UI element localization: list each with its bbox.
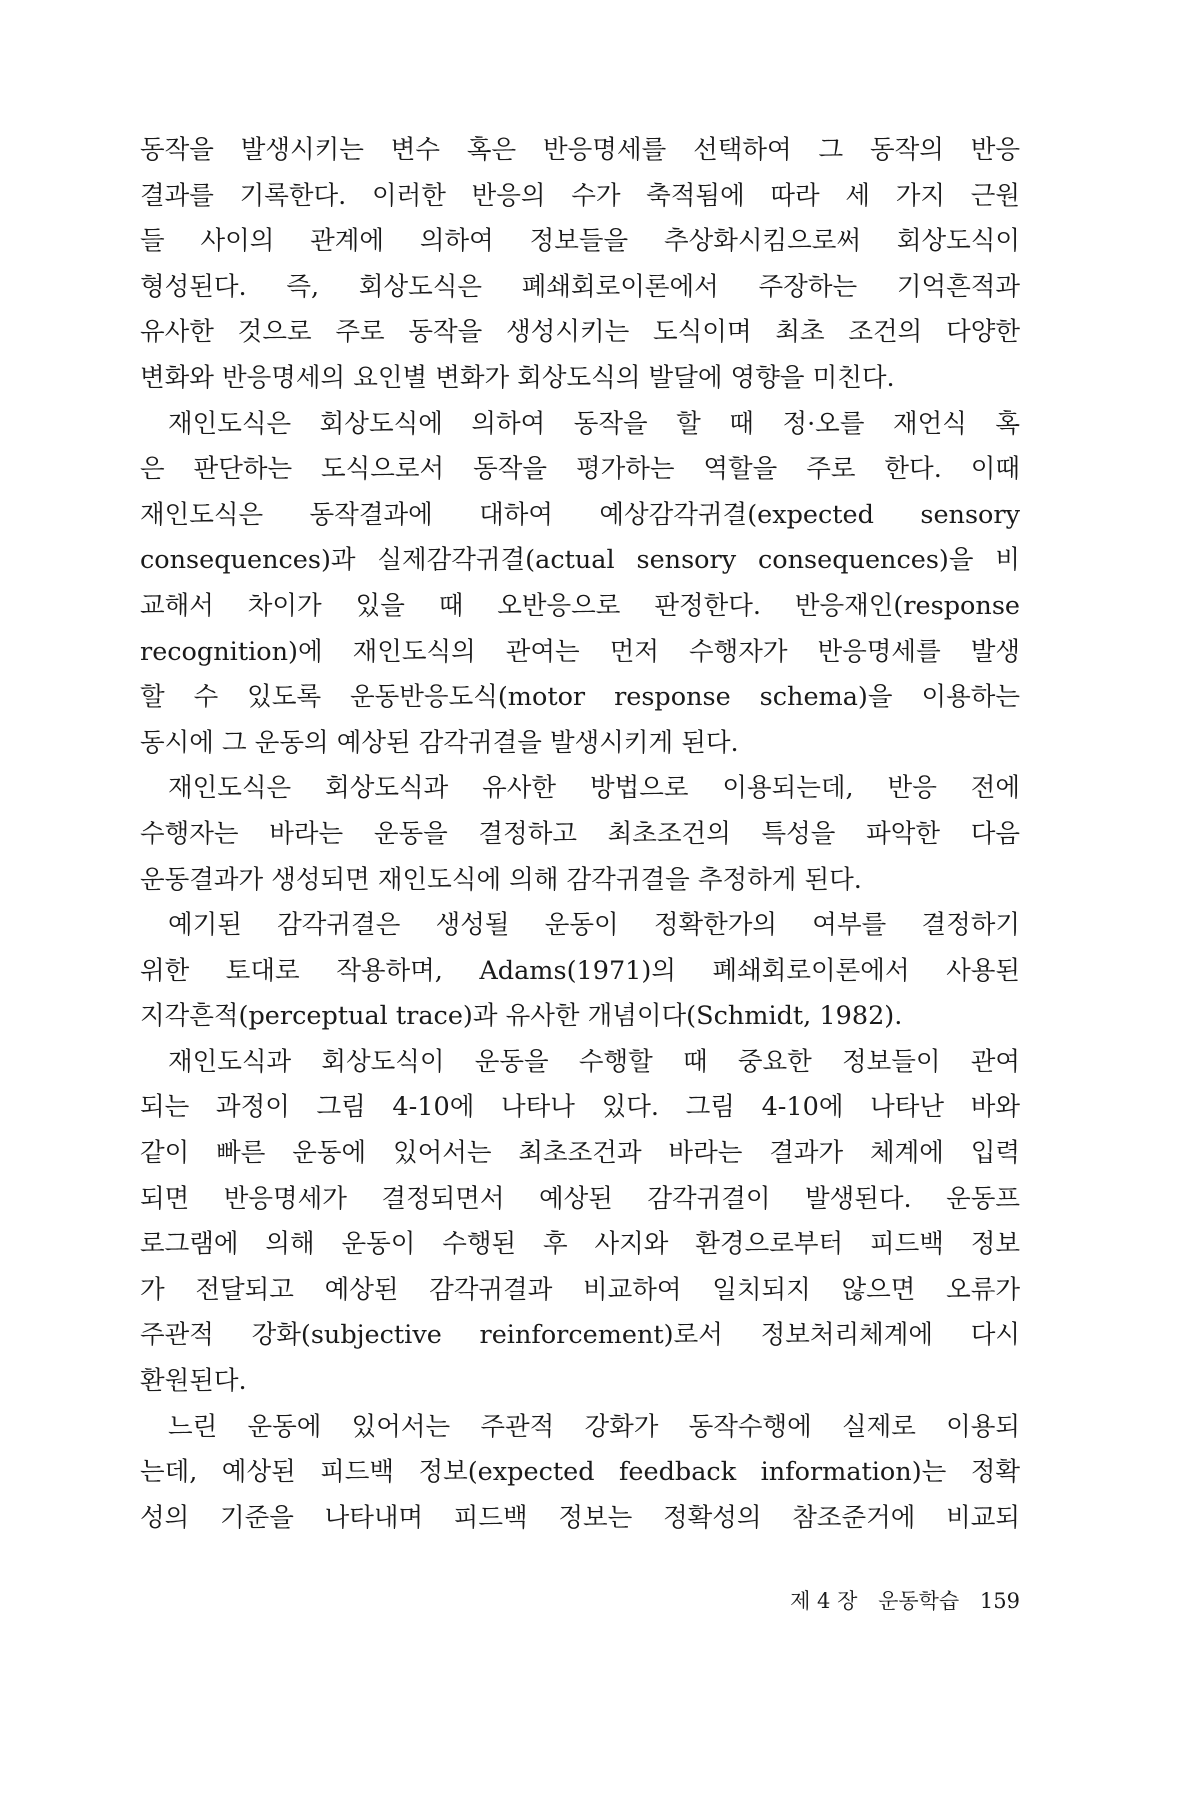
text-line: 재인도식과 회상도식이 운동을 수행할 때 중요한 정보들이 관여 bbox=[168, 1046, 1020, 1077]
text-line: recognition)에 재인도식의 관여는 먼저 수행자가 반응명세를 발생 bbox=[140, 636, 1020, 667]
text-line: 예기된 감각귀결은 생성될 운동이 정확한가의 여부를 결정하기 bbox=[168, 910, 1020, 941]
text-line: 유사한 것으로 주로 동작을 생성시키는 도식이며 최초 조건의 다양한 bbox=[140, 317, 1020, 348]
body-text bbox=[140, 128, 1020, 1541]
text-line: 은 판단하는 도식으로서 동작을 평가하는 역할을 주로 한다. 이때 bbox=[140, 454, 1020, 485]
chapter-title: 운동학습 bbox=[878, 1589, 960, 1613]
text-line: 할 수 있도록 운동반응도식(motor response schema)을 이용하는 bbox=[140, 682, 1020, 713]
text-line: 같이 빠른 운동에 있어서는 최초조건과 바라는 결과가 체계에 입력 bbox=[140, 1138, 1020, 1169]
text-line: 들 사이의 관계에 의하여 정보들을 추상화시킴으로써 회상도식이 bbox=[140, 226, 1020, 257]
text-line: 재인도식은 회상도식에 의하여 동작을 할 때 정·오를 재언식 혹 bbox=[168, 408, 1020, 439]
text-line: 형성된다. 즉, 회상도식은 폐쇄회로이론에서 주장하는 기억흔적과 bbox=[140, 271, 1020, 302]
text-line: 교해서 차이가 있을 때 오반응으로 판정한다. 반응재인(response bbox=[140, 590, 1020, 621]
text-line: 운동결과가 생성되면 재인도식에 의해 감각귀결을 추정하게 된다. bbox=[140, 864, 862, 895]
text-line: 재인도식은 회상도식과 유사한 방법으로 이용되는데, 반응 전에 bbox=[168, 773, 1020, 804]
text-line: 동작을 발생시키는 변수 혹은 반응명세를 선택하여 그 동작의 반응 bbox=[140, 135, 1020, 165]
page-number: 159 bbox=[979, 1589, 1020, 1613]
text-line: consequences)과 실제감각귀결(actual sensory consequences)을 비 bbox=[140, 545, 1020, 576]
text-line: 환원된다. bbox=[140, 1366, 247, 1397]
text-line: 성의 기준을 나타내며 피드백 정보는 정확성의 참조준거에 비교되 bbox=[140, 1502, 1020, 1533]
text-line: 는데, 예상된 피드백 정보(expected feedback information)는 정확 bbox=[140, 1457, 1020, 1488]
text-line: 가 전달되고 예상된 감각귀결과 비교하여 일치되지 않으면 오류가 bbox=[140, 1274, 1020, 1305]
text-line: 로그램에 의해 운동이 수행된 후 사지와 환경으로부터 피드백 정보 bbox=[140, 1229, 1020, 1260]
text-line: 변화와 반응명세의 요인별 변화가 회상도식의 발달에 영향을 미친다. bbox=[140, 362, 895, 393]
text-line: 되면 반응명세가 결정되면서 예상된 감각귀결이 발생된다. 운동프 bbox=[140, 1183, 1020, 1214]
page-footer bbox=[140, 1586, 1020, 1616]
text-line: 주관적 강화(subjective reinforcement)로서 정보처리체계에 다시 bbox=[140, 1320, 1020, 1351]
text-line: 동시에 그 운동의 예상된 감각귀결을 발생시키게 된다. bbox=[140, 727, 739, 758]
text-line: 재인도식은 동작결과에 대하여 예상감각귀결(expected sensory bbox=[140, 499, 1020, 530]
text-line: 위한 토대로 작용하며, Adams(1971)의 폐쇄회로이론에서 사용된 bbox=[140, 955, 1020, 986]
text-line: 느린 운동에 있어서는 주관적 강화가 동작수행에 실제로 이용되 bbox=[168, 1411, 1020, 1442]
text-line: 되는 과정이 그림 4-10에 나타나 있다. 그림 4-10에 나타난 바와 bbox=[140, 1092, 1020, 1123]
chapter-label: 제 4 장 bbox=[790, 1589, 858, 1613]
text-line: 결과를 기록한다. 이러한 반응의 수가 축적됨에 따라 세 가지 근원 bbox=[140, 180, 1020, 211]
text-line: 수행자는 바라는 운동을 결정하고 최초조건의 특성을 파악한 다음 bbox=[140, 818, 1020, 849]
text-line: 지각흔적(perceptual trace)과 유사한 개념이다(Schmidt, 1982). bbox=[140, 1001, 903, 1032]
